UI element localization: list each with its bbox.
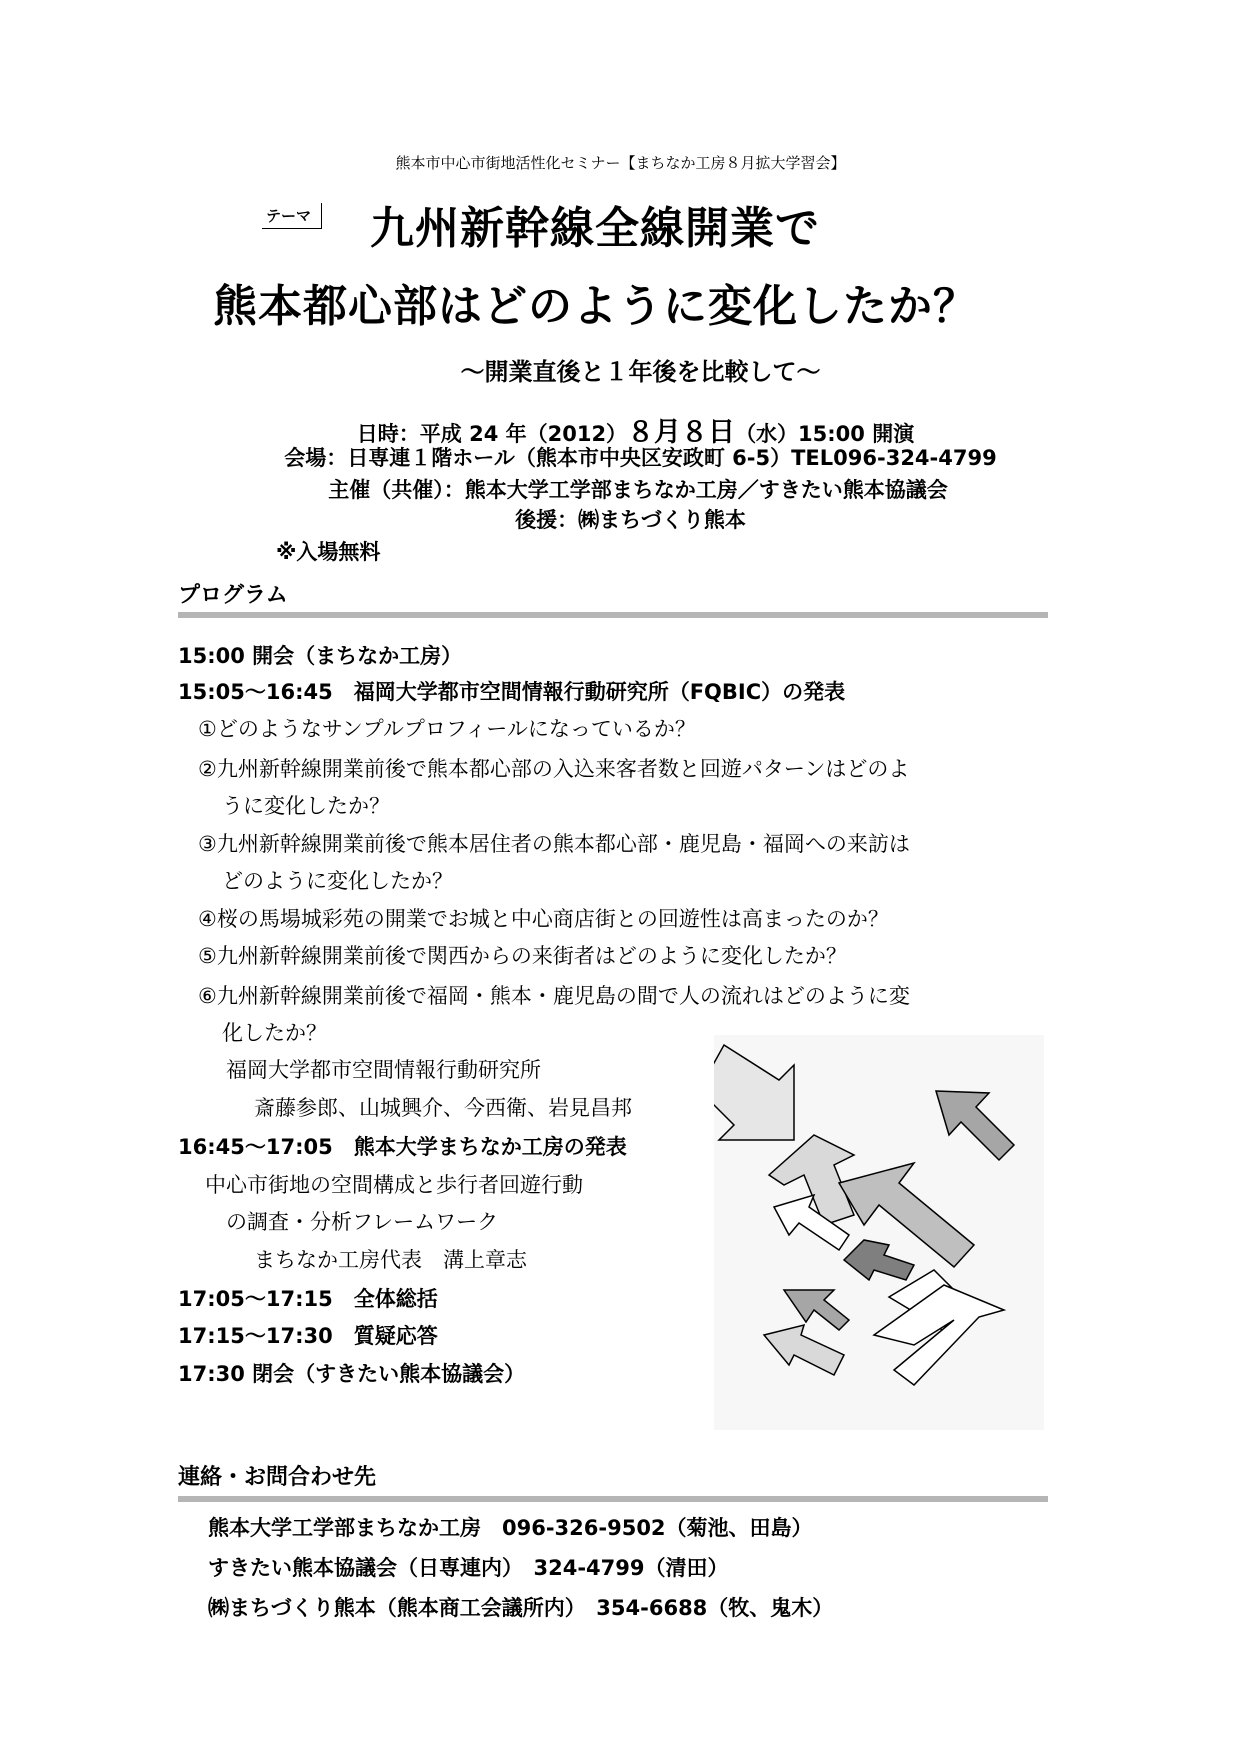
arrows-illustration xyxy=(714,1035,1044,1430)
program-item: うに変化したか？ xyxy=(222,794,390,818)
program-item: どのように変化したか？ xyxy=(222,869,453,893)
event-venue: 会場：日専連１階ホール（熊本市中央区安政町 6-5）TEL096-324-4799 xyxy=(284,446,997,470)
seminar-line: 熊本市中心市街地活性化セミナー【まちなか工房８月拡大学習会】 xyxy=(395,154,846,172)
program-item: ⑤九州新幹線開業前後で関西からの来街者はどのように変化したか？ xyxy=(198,944,847,968)
program-item: 化したか？ xyxy=(222,1021,327,1045)
program-item: 15:00 開会（まちなか工房） xyxy=(178,644,463,668)
program-item: の調査・分析フレームワーク xyxy=(226,1210,499,1234)
program-item: 斎藤参郎、山城興介、今西衛、岩見昌邦 xyxy=(254,1096,632,1120)
program-item: まちなか工房代表 溝上章志 xyxy=(254,1248,527,1272)
admission-note: ※入場無料 xyxy=(276,540,381,564)
program-item: ④桜の馬場城彩苑の開業でお城と中心商店街との回遊性は高まったのか？ xyxy=(198,907,889,931)
theme-tag: テーマ xyxy=(262,203,322,229)
contact-line: ㈱まちづくり熊本（熊本商工会議所内） 354-6688（牧、鬼木） xyxy=(208,1596,834,1620)
contact-line: すきたい熊本協議会（日専連内） 324-4799（清田） xyxy=(208,1556,729,1580)
program-item: 中心市街地の空間構成と歩行者回遊行動 xyxy=(205,1173,583,1197)
title-line-1: 九州新幹線全線開業で xyxy=(370,203,820,254)
program-item: 16:45～17:05 熊本大学まちなか工房の発表 xyxy=(178,1135,627,1159)
program-item: ⑥九州新幹線開業前後で福岡・熊本・鹿児島の間で人の流れはどのように変 xyxy=(198,984,910,1008)
program-item: 17:05～17:15 全体総括 xyxy=(178,1287,438,1311)
subtitle: ～開業直後と１年後を比較して～ xyxy=(460,358,821,386)
contact-heading: 連絡・お問合わせ先 xyxy=(178,1465,377,1490)
event-organizer: 主催（共催）：熊本大学工学部まちなか工房／すきたい熊本協議会 xyxy=(328,478,948,502)
program-item: 福岡大学都市空間情報行動研究所 xyxy=(226,1058,541,1082)
program-item: ①どのようなサンプルプロフィールになっているか？ xyxy=(198,717,696,741)
program-item: 15:05～16:45 福岡大学都市空間情報行動研究所（FQBIC）の発表 xyxy=(178,680,846,704)
datetime-suffix: （水）15:00 開演 xyxy=(735,422,915,446)
program-item: ②九州新幹線開業前後で熊本都心部の入込来客者数と回遊パターンはどのよ xyxy=(198,757,910,781)
program-heading: プログラム xyxy=(178,583,288,608)
title-line-2: 熊本都心部はどのように変化したか？ xyxy=(213,281,978,332)
program-item: 17:30 閉会（すきたい熊本協議会） xyxy=(178,1362,526,1386)
event-support: 後援：㈱まちづくり熊本 xyxy=(515,508,746,532)
datetime-prefix: 日時：平成 24 年（2012） xyxy=(356,422,628,446)
program-item: 17:15～17:30 質疑応答 xyxy=(178,1324,438,1348)
program-divider xyxy=(178,612,1048,618)
program-item: ③九州新幹線開業前後で熊本居住者の熊本都心部・鹿児島・福岡への来訪は xyxy=(198,832,910,856)
contact-divider xyxy=(178,1496,1048,1502)
contact-line: 熊本大学工学部まちなか工房 096-326-9502（菊池、田島） xyxy=(208,1516,813,1540)
datetime-date: ８月８日 xyxy=(627,417,736,448)
